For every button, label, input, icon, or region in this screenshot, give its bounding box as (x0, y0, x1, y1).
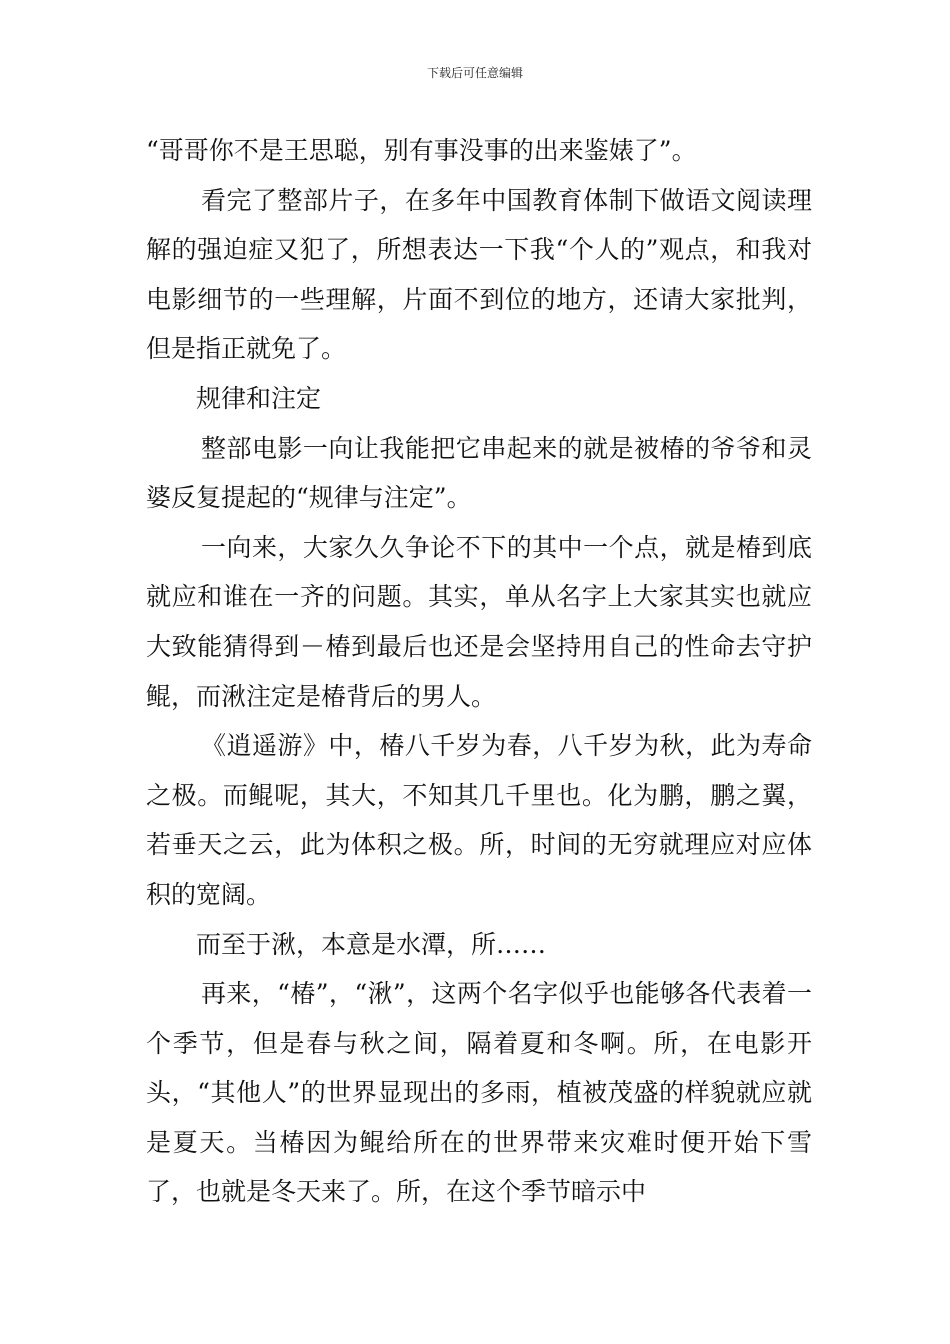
document-body (146, 126, 812, 1217)
paragraph-5: 《逍遥游》中，椿八千岁为春，八千岁为秋，此为寿命之极。而鲲呢，其大，不知其几千里也。化为鹏，鹏之翼，若垂天之云，此为体积之极。所，时间的无穷就理应对应体积的宽阔。 (146, 731, 812, 909)
paragraph-1: “哥哥你不是王思聪，别有事没事的出来鉴婊了”。 (146, 136, 697, 165)
paragraph-6: 而至于湫，本意是水潭，所…… (196, 929, 547, 959)
paragraph-2: 看完了整部片子，在多年中国教育体制下做语文阅读理解的强迫症又犯了，所想表达一下我“个人的”观点，和我对电影细节的一些理解，片面不到位的地方，还请大家批判，但是指正就免了。 (146, 185, 812, 364)
paragraph-4: 一向来，大家久久争论不下的其中一个点，就是椿到底就应和谁在一齐的问题。其实，单从名字上大家其实也就应大致能猜得到－椿到最后也还是会坚持用自己的性命去守护鲲，而湫注定是椿背后的男人。 (146, 532, 812, 711)
page-header: 下载后可任意编辑 (426, 66, 523, 80)
paragraph-3: 整部电影一向让我能把它串起来的就是被椿的爷爷和灵婆反复提起的“规律与注定”。 (146, 433, 812, 513)
paragraph-7: 再来，“椿”，“湫”，这两个名字似乎也能够各代表着一个季节，但是春与秋之间，隔着夏和冬啊。所，在电影开头，“其他人”的世界显现出的多雨，植被茂盛的样貌就应就是夏天。当椿因为鲲给所在的世界带来灾难时便开始下雪了，也就是冬天来了。所，在这个季节暗示中 (146, 979, 812, 1207)
section-heading: 规律和注定 (196, 383, 322, 413)
